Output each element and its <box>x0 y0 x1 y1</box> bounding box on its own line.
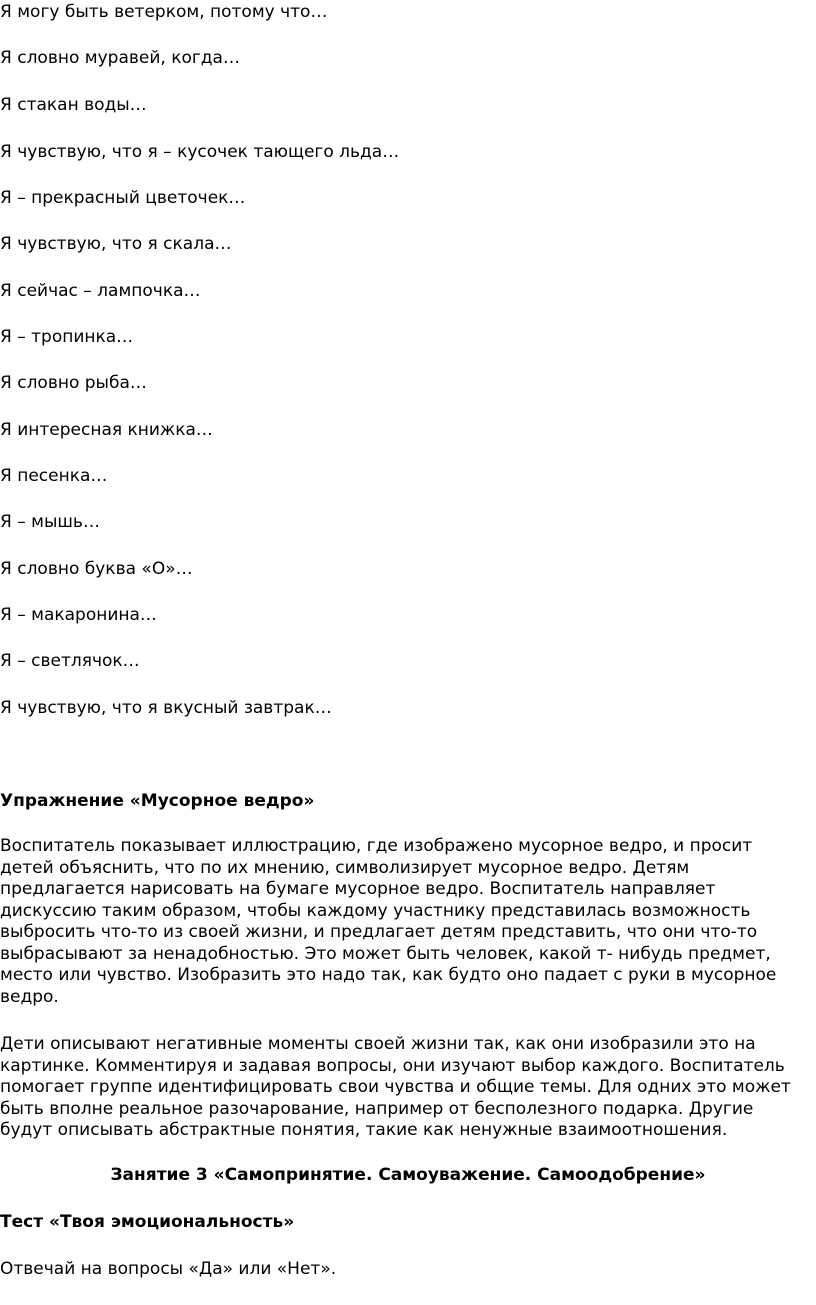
lesson-title: Занятие 3 «Самопринятие. Самоуважение. Самоодобрение» <box>110 1165 706 1185</box>
phrase-line: Я интересная книжка… <box>0 420 213 440</box>
phrase-line: Я чувствую, что я – кусочек тающего льда… <box>0 142 400 162</box>
phrase-line: Я – мышь… <box>0 512 100 532</box>
phrase-line: Я сейчас – лампочка… <box>0 281 201 301</box>
phrase-line: Я словно рыба… <box>0 373 147 393</box>
phrase-line: Я чувствую, что я вкусный завтрак… <box>0 698 332 718</box>
phrase-line: Я – макаронина… <box>0 605 157 625</box>
phrase-line: Я – тропинка… <box>0 327 134 347</box>
exercise-title: Упражнение «Мусорное ведро» <box>0 791 315 811</box>
test-title: Тест «Твоя эмоциональность» <box>0 1212 295 1232</box>
phrase-line: Я песенка… <box>0 466 108 486</box>
test-instruction: Отвечай на вопросы «Да» или «Нет». <box>0 1259 337 1279</box>
exercise-paragraph-2: Дети описывают негативные моменты своей жизни так, как они изобразили это на картинке. Комментируя и задавая вопросы, они изучают выбор каждого. Воспитатель помогает группе идентифицировать свои чувства и общие темы. Для одних это может быть вполне реальное разочарование, например от бесполезного подарка. Другие будут описывать абстрактные понятия, такие как ненужные взаимоотношения. <box>0 1034 791 1140</box>
exercise-paragraph-1: Воспитатель показывает иллюстрацию, где изображено мусорное ведро, и просит детей объяснить, что по их мнению, символизирует мусорное ведро. Детям предлагается нарисовать на бумаге мусорное ведро. Воспитатель направляет дискуссию таким образом, чтобы каждому участнику представилась возможность выбросить что-то из своей жизни, и предлагает детям представить, что они что-то выбрасывают за ненадобностью. Это может быть человек, какой т- нибудь предмет, место или чувство. Изобразить это надо так, как будто оно падает с руки в мусорное ведро. <box>0 836 777 1007</box>
phrase-line: Я чувствую, что я скала… <box>0 234 232 254</box>
phrase-line: Я – светлячок… <box>0 651 140 671</box>
phrase-line: Я словно муравей, когда… <box>0 48 240 68</box>
phrase-line: Я стакан воды… <box>0 95 147 115</box>
phrase-line: Я могу быть ветерком, потому что… <box>0 2 328 22</box>
phrase-line: Я словно буква «О»… <box>0 559 193 579</box>
phrase-line: Я – прекрасный цветочек… <box>0 188 246 208</box>
